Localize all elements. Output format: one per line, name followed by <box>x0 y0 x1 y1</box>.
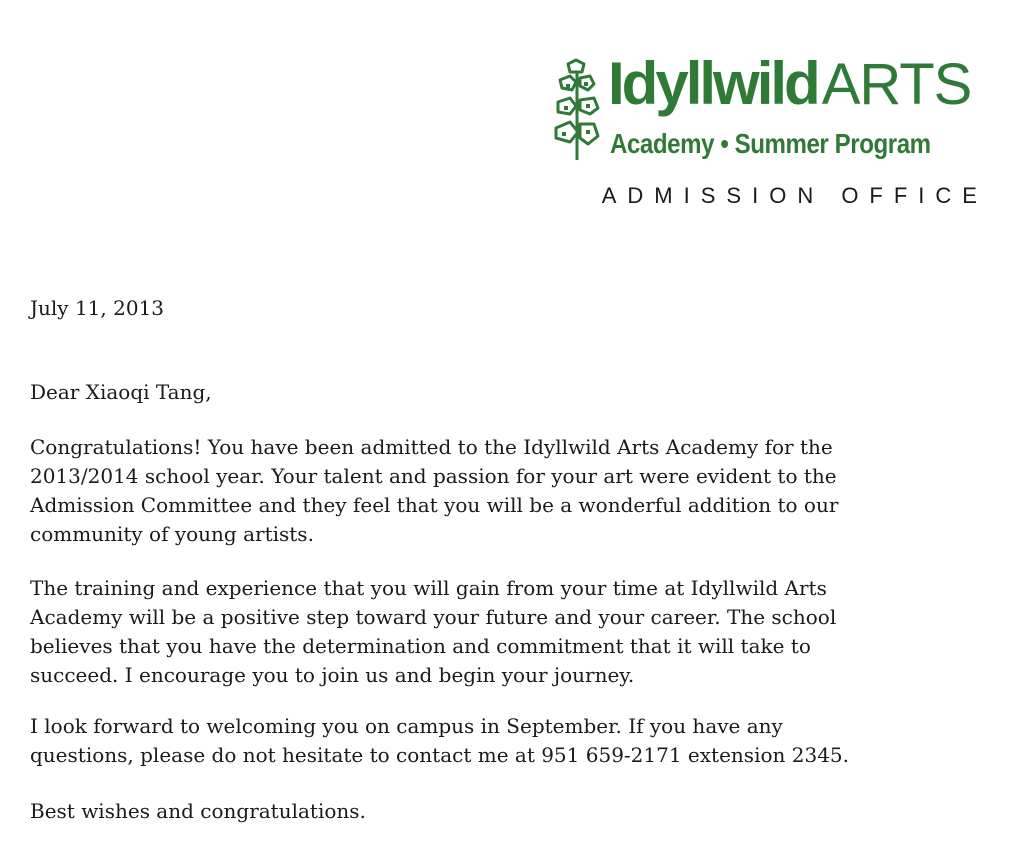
letter-salutation: Dear Xiaoqi Tang, <box>30 380 212 404</box>
office-name: ADMISSION OFFICE <box>601 183 988 208</box>
tree-icon <box>552 58 602 162</box>
letter-paragraph-1: Congratulations! You have been admitted to the Idyllwild Arts Academy for the 2013/2014 school year. Your talent and passion for your art were evident to the Admission Committee and they feel that you will be a wonderful addition to our community of young artists. <box>30 435 839 546</box>
brand-name-bold: Idyllwild <box>608 50 818 117</box>
letter-closing: Best wishes and congratulations. <box>30 799 366 823</box>
letter-date: July 11, 2013 <box>30 296 165 320</box>
letterhead <box>548 52 988 212</box>
brand-name-thin: ARTS <box>821 52 972 117</box>
brand-name <box>608 50 972 117</box>
brand-subtitle: Academy • Summer Program <box>610 128 931 159</box>
letter-paragraph-2: The training and experience that you will gain from your time at Idyllwild Arts Academy will be a positive step toward your future and your career. The school believes that you have the determination and commitment that it will take to succeed. I encourage you to join us and begin your journey. <box>30 576 837 687</box>
letter-paragraph-3: I look forward to welcoming you on campus in September. If you have any questions, please do not hesitate to contact me at 951 659-2171 extension 2345. <box>30 714 849 767</box>
